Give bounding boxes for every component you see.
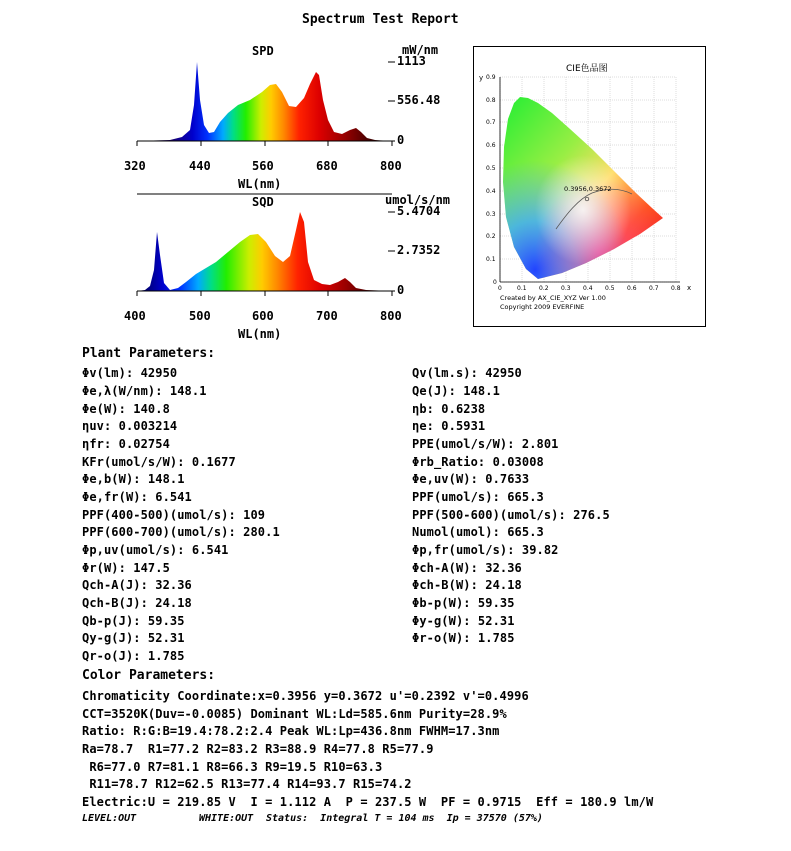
plant-param: Qch-A(J): 32.36 xyxy=(82,578,192,592)
sqd-xtick: 500 xyxy=(189,309,211,323)
sqd-unit: umol/s/nm xyxy=(385,193,451,207)
report-title: Spectrum Test Report xyxy=(302,12,459,27)
white-status: WHITE:OUT xyxy=(199,813,254,824)
spd-label: SPD xyxy=(252,44,274,58)
sqd-ytick-max: 5.4704 xyxy=(397,204,441,218)
plant-param: KFr(umol/s/W): 0.1677 xyxy=(82,455,236,469)
plant-param: PPF(400-500)(umol/s): 109 xyxy=(82,508,266,522)
cie-xtick: 0.3 xyxy=(561,285,571,292)
cie-ytick: 0.9 xyxy=(486,74,496,81)
color-param-line: R11=78.7 R12=62.5 R13=77.4 R14=93.7 R15=74.2 xyxy=(82,777,412,791)
sqd-ytick-zero: 0 xyxy=(397,283,405,297)
plant-param: Qch-B(J): 24.18 xyxy=(82,596,192,610)
plant-param: Qy-g(J): 52.31 xyxy=(82,631,185,645)
spd-unit: mW/nm xyxy=(402,43,439,57)
cie-ytick: 0.5 xyxy=(486,165,496,172)
plant-param: Φy-g(W): 52.31 xyxy=(412,614,515,628)
sqd-label: SQD xyxy=(252,195,274,209)
cie-xtick: 0.8 xyxy=(671,285,681,292)
sqd-xtick: 600 xyxy=(252,309,274,323)
plant-param: Φb-p(W): 59.35 xyxy=(412,596,515,610)
color-parameters-heading: Color Parameters: xyxy=(82,668,216,683)
cie-ytick: 0.1 xyxy=(486,256,496,263)
cie-xtick: 0.5 xyxy=(605,285,615,292)
color-param-line: Ratio: R:G:B=19.4:78.2:2.4 Peak WL:Lp=436.8nm FWHM=17.3nm xyxy=(82,724,500,738)
spd-xlabel: WL(nm) xyxy=(238,177,282,191)
spd-ytick-max: 1113 xyxy=(397,54,426,68)
cie-ytick: 0 xyxy=(493,279,497,286)
plant-param: Φe,uv(W): 0.7633 xyxy=(412,472,530,486)
spd-xtick: 440 xyxy=(189,159,211,173)
color-param-line: Chromaticity Coordinate:x=0.3956 y=0.3672 u'=0.2392 v'=0.4996 xyxy=(82,689,529,703)
plant-param: ηb: 0.6238 xyxy=(412,402,486,416)
cie-ytick: 0.6 xyxy=(486,142,496,149)
plant-param: Φch-B(W): 24.18 xyxy=(412,578,522,592)
sqd-xtick: 400 xyxy=(124,309,146,323)
plant-param: Φrb_Ratio: 0.03008 xyxy=(412,455,544,469)
cie-title: CIE色品图 xyxy=(566,64,608,74)
plant-param: Φe(W): 140.8 xyxy=(82,402,170,416)
spd-curve xyxy=(137,62,390,141)
plant-param: Numol(umol): 665.3 xyxy=(412,525,544,539)
plant-param: Φr(W): 147.5 xyxy=(82,561,170,575)
cie-xtick: 0.2 xyxy=(539,285,549,292)
cie-xtick: 0.4 xyxy=(583,285,593,292)
plant-param: Φe,b(W): 148.1 xyxy=(82,472,185,486)
plant-param: PPF(600-700)(umol/s): 280.1 xyxy=(82,525,280,539)
spd-xtick: 560 xyxy=(252,159,274,173)
plant-param: Qv(lm.s): 42950 xyxy=(412,366,522,380)
cie-xtick: 0.7 xyxy=(649,285,659,292)
plant-param: Φe,λ(W/nm): 148.1 xyxy=(82,384,207,398)
plant-param: Qb-p(J): 59.35 xyxy=(82,614,185,628)
cie-diagram-panel xyxy=(473,46,706,327)
spd-xtick: 320 xyxy=(124,159,146,173)
color-param-line: R6=77.0 R7=81.1 R8=66.3 R9=19.5 R10=63.3 xyxy=(82,760,383,774)
cie-ytick: 0.8 xyxy=(486,97,496,104)
cie-xtick: 0 xyxy=(498,285,502,292)
cie-credit-line1: Created by AX_CIE_XYZ Ver 1.00 xyxy=(500,294,606,302)
cie-xtick: 0.1 xyxy=(517,285,527,292)
integral-status: Status: Integral T = 104 ms Ip = 37570 (57%) xyxy=(266,813,543,824)
plant-param: Qr-o(J): 1.785 xyxy=(82,649,185,663)
plant-param: Φp,uv(umol/s): 6.541 xyxy=(82,543,229,557)
plant-param: ηe: 0.5931 xyxy=(412,419,486,433)
cie-ytick: 0.7 xyxy=(486,119,496,126)
sqd-xtick: 700 xyxy=(316,309,338,323)
color-param-line: CCT=3520K(Duv=-0.0085) Dominant WL:Ld=585.6nm Purity=28.9% xyxy=(82,707,507,721)
cie-xtick: 0.6 xyxy=(627,285,637,292)
plant-param: Qe(J): 148.1 xyxy=(412,384,500,398)
sqd-ytick-mid: 2.7352 xyxy=(397,243,441,257)
cie-credit-line2: Copyright 2009 EVERFINE xyxy=(500,303,585,311)
plant-param: PPF(umol/s): 665.3 xyxy=(412,490,544,504)
plant-param: Φch-A(W): 32.36 xyxy=(412,561,522,575)
cie-x-axis-label: x xyxy=(687,284,692,292)
sqd-curve xyxy=(137,212,392,291)
plant-param: ηuv: 0.003214 xyxy=(82,419,178,433)
cie-y-axis-label: y xyxy=(479,74,484,82)
spd-ytick-zero: 0 xyxy=(397,133,405,147)
color-param-line: Ra=78.7 R1=77.2 R2=83.2 R3=88.9 R4=77.8 R5=77.9 xyxy=(82,742,434,756)
plant-param: PPE(umol/s/W): 2.801 xyxy=(412,437,559,451)
cie-point-label: 0.3956,0.3672 xyxy=(564,185,612,193)
level-status: LEVEL:OUT xyxy=(82,813,137,824)
spd-xtick: 800 xyxy=(380,159,402,173)
electric-params: Electric:U = 219.85 V I = 1.112 A P = 237.5 W PF = 0.9715 Eff = 180.9 lm/W xyxy=(82,795,654,809)
cie-ytick: 0.2 xyxy=(486,233,496,240)
spd-ytick-mid: 556.48 xyxy=(397,93,441,107)
plant-param: Φe,fr(W): 6.541 xyxy=(82,490,192,504)
sqd-xtick: 800 xyxy=(380,309,402,323)
sqd-xlabel: WL(nm) xyxy=(238,327,282,341)
plant-param: PPF(500-600)(umol/s): 276.5 xyxy=(412,508,610,522)
plant-param: Φr-o(W): 1.785 xyxy=(412,631,515,645)
plant-parameters-heading: Plant Parameters: xyxy=(82,346,216,361)
plant-param: Φp,fr(umol/s): 39.82 xyxy=(412,543,559,557)
plant-param: ηfr: 0.02754 xyxy=(82,437,170,451)
spd-xtick: 680 xyxy=(316,159,338,173)
cie-ytick: 0.3 xyxy=(486,211,496,218)
cie-ytick: 0.4 xyxy=(486,188,496,195)
plant-param: Φv(lm): 42950 xyxy=(82,366,178,380)
